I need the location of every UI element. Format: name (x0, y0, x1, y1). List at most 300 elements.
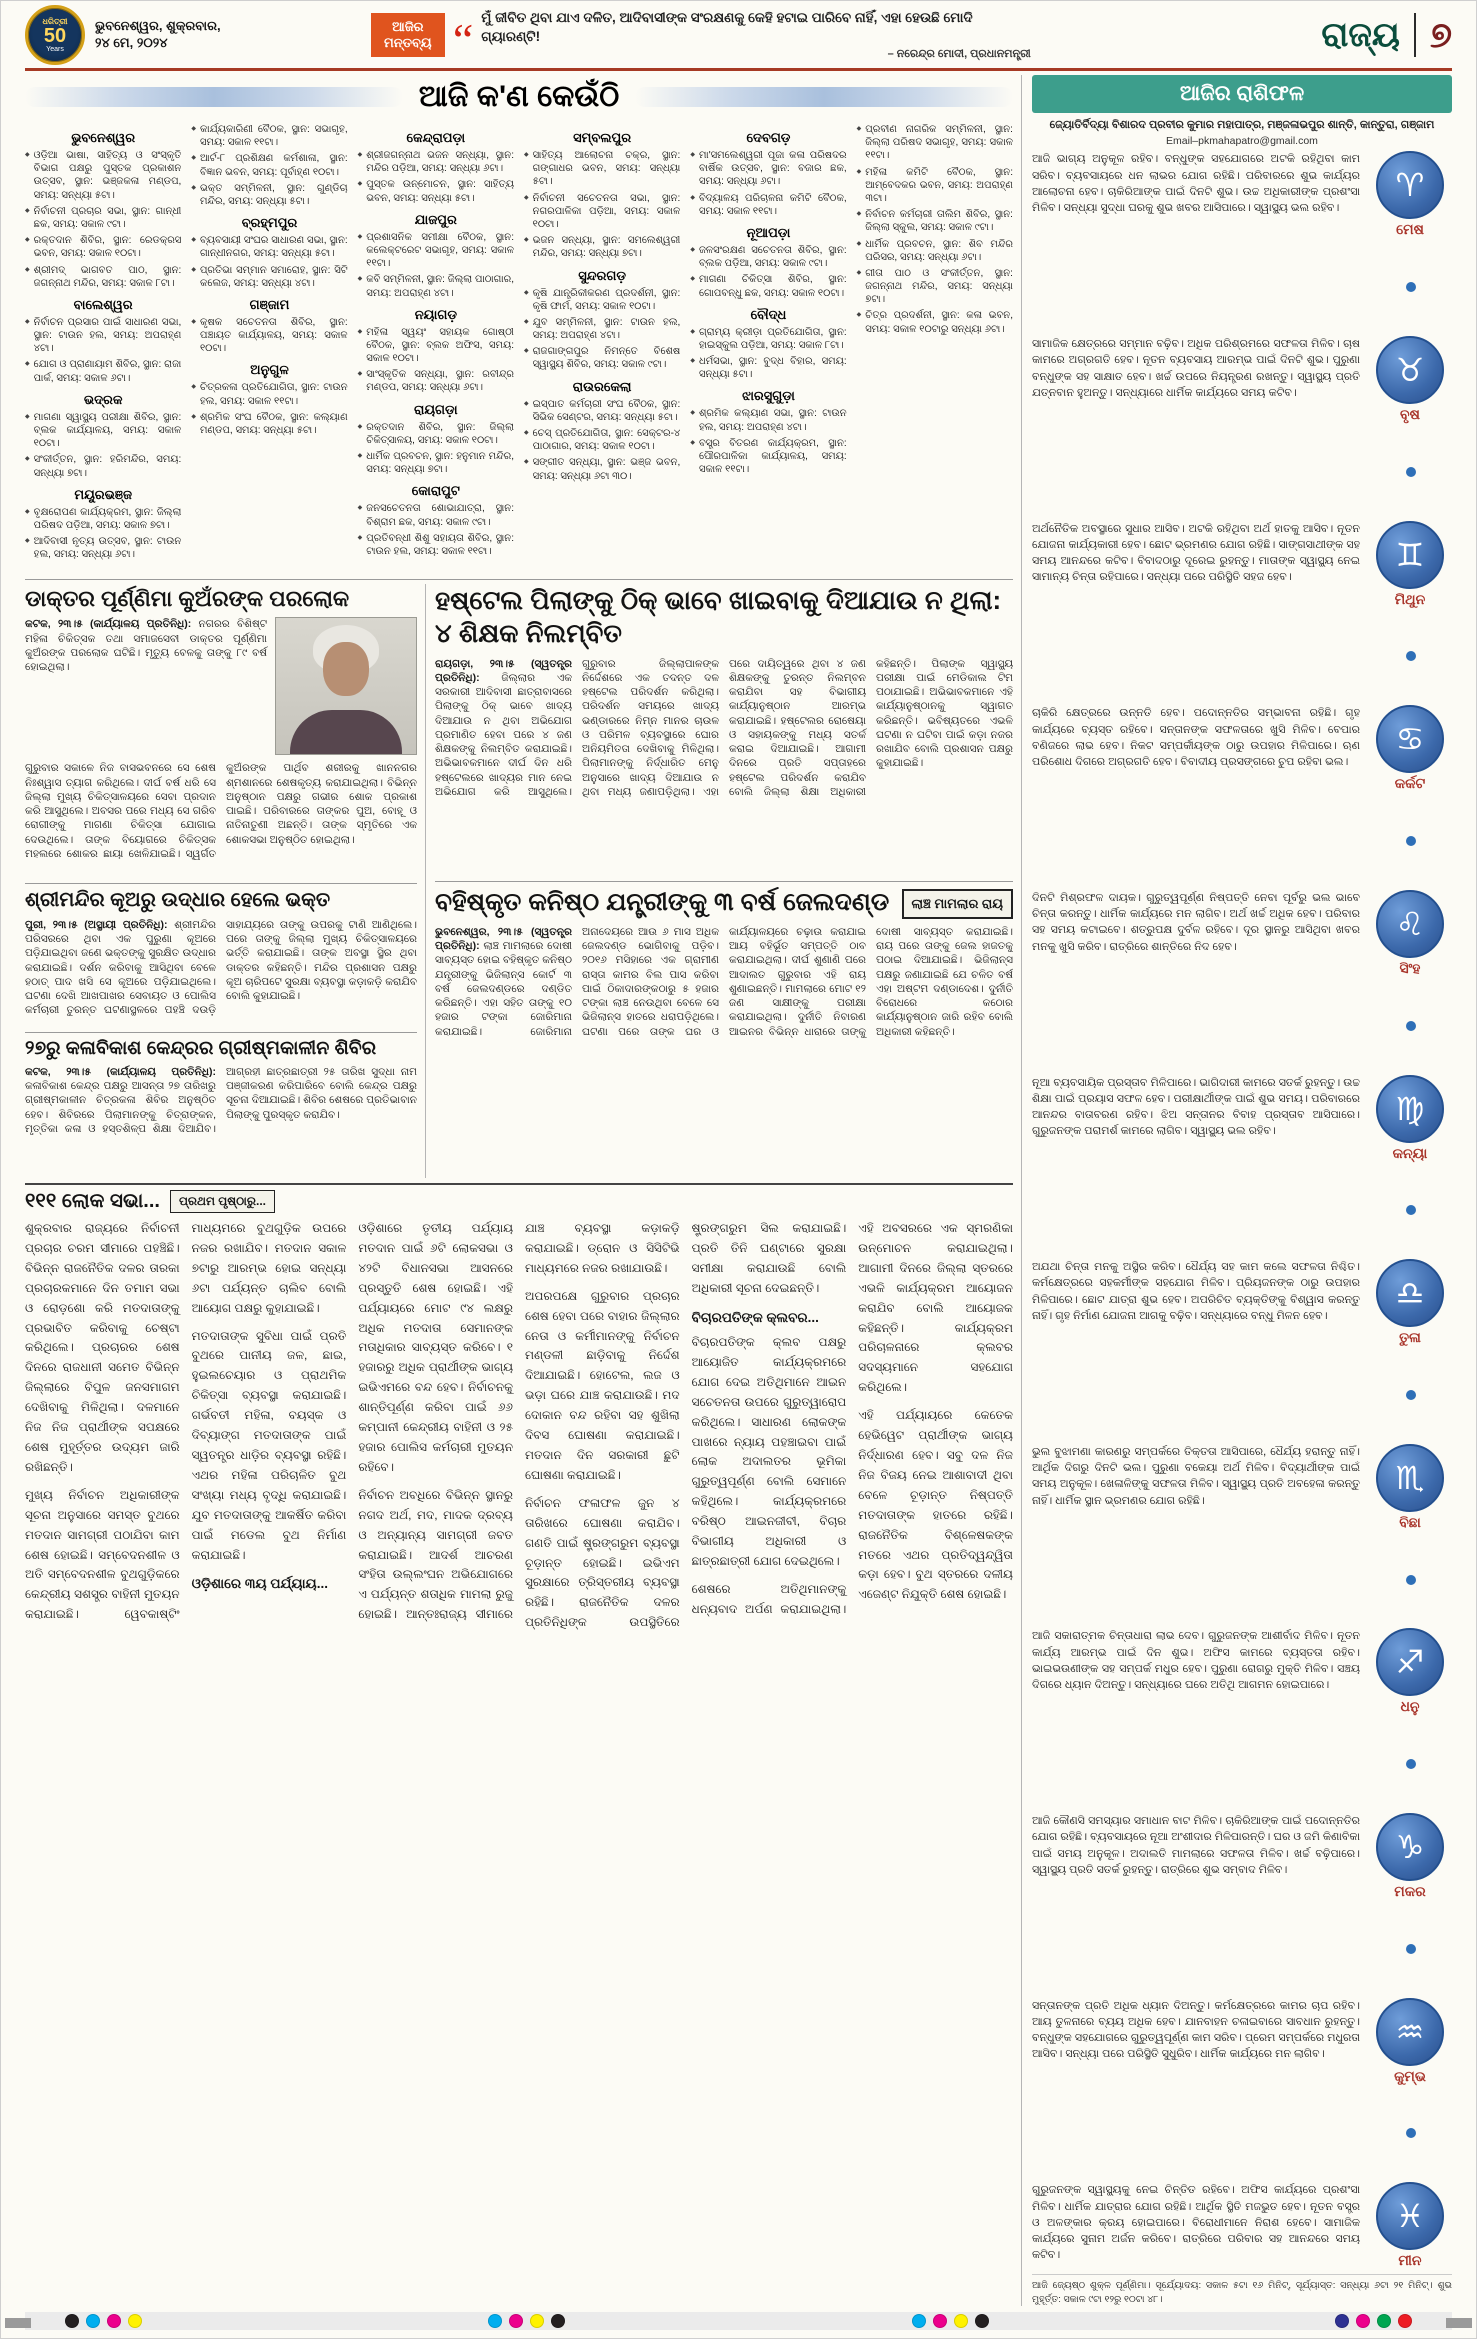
page-number: ୭ (1429, 13, 1452, 55)
listing-item (191, 381, 347, 407)
color-dot-icon (509, 2314, 523, 2328)
color-dot-icon (1398, 2314, 1412, 2328)
color-dot-icon (551, 2314, 565, 2328)
registration-mark-left (5, 2318, 31, 2328)
listing-item (690, 192, 846, 218)
bullet-icon: ◆ (856, 168, 862, 175)
temple-dateline: ପୁରୀ, ୨୩।୫ (ଅସ୍ଥାୟୀ ପ୍ରତିନିଧି): (25, 918, 168, 931)
listing-item-text: କବି ସମ୍ମିଳନୀ, ସ୍ଥାନ: ଜିଲ୍ଲା ପାଠାଗାର, ସମୟ: ଅପରାହ୍ଣ ୪ଟା। (366, 274, 514, 299)
header-rule (25, 68, 1452, 71)
edition-city-day: ଭୁବନେଶ୍ୱର, ଶୁକ୍ରବାର, (95, 18, 221, 34)
jump-section (25, 1183, 1013, 2306)
jail-body (435, 925, 1013, 1161)
quote-icon: “ (452, 14, 474, 66)
zodiac-symbol: ♍ (1395, 1089, 1425, 1128)
zodiac-name: ବିଛା (1399, 1513, 1421, 1530)
listing-item-text: ରକ୍ତଦାନ ଶିବିର, ସ୍ଥାନ: ଜିଲ୍ଲା ଚିକିତ୍ସାଳୟ, ସମୟ: ସକାଳ ୧୦ଟା। (366, 421, 514, 446)
listing-item (524, 316, 680, 342)
cancer-icon (1376, 705, 1444, 773)
horoscope-entry (1032, 2182, 1452, 2269)
obituary-body: ଗୁରୁବାର ସକାଳେ ନିଜ ବାସଭବନରେ ସେ ଶେଷ ନିଃଶ୍ୱାସ ତ୍ୟାଗ କରିଥିଲେ। ଦୀର୍ଘ ବର୍ଷ ଧରି ସେ ଜିଲ୍ଲା ମୁଖ୍ୟ ଚିକିତ୍ସାଳୟରେ ସେବା ପ୍ରଦାନ କରି ଆସୁଥିଲେ। ଅବସର ପରେ ମଧ୍ୟ ସେ ଗରିବ ରୋଗୀଙ୍କୁ ମାଗଣା ଚିକିତ୍ସା ଯୋଗାଇ ଦେଉଥିଲେ। ତାଙ୍କ ବିୟୋଗରେ ଚିକିତ୍ସକ ମହଲରେ ଶୋକର ଛାୟା ଖେଳିଯାଇଛି। ସ୍ୱର୍ଗତ କୁଅଁରଙ୍କ ପାର୍ଥିବ ଶରୀରକୁ ଖାନନଗର ଶ୍ମଶାନରେ ଶେଷକୃତ୍ୟ କରାଯାଇଥିଲା। ବିଭିନ୍ନ ଅନୁଷ୍ଠାନ ପକ୍ଷରୁ ଗଭୀର ଶୋକ ପ୍ରକାଶ ପାଇଛି। ପରିବାରରେ ତାଙ୍କର ପୁଅ, ବୋହୂ ଓ ନାତିନାତୁଣୀ ଅଛନ୍ତି। ତାଙ୍କ ସ୍ମୃତିରେ ଏକ ଶୋକସଭା ଅନୁଷ୍ଠିତ ହୋଇଥିଲା। (25, 762, 417, 860)
listings-town-heading: କେନ୍ଦ୍ରାପଡ଼ା (406, 130, 466, 145)
bullet-icon: ◆ (690, 246, 695, 253)
bullet-icon: ◆ (690, 410, 695, 417)
hostel-dateline: ରାୟଗଡ଼ା, ୨୩।୫ (ସ୍ୱତନ୍ତ୍ର ପ୍ରତିନିଧି): (435, 657, 572, 684)
horoscope-title: ଆଜିର ରାଶିଫଳ (1032, 75, 1452, 113)
listing-item (690, 244, 846, 270)
zodiac-name: ମୀନ (1398, 2252, 1422, 2269)
listing-item (358, 532, 514, 558)
listings-town-heading: ସୁନ୍ଦରଗଡ଼ (578, 267, 627, 283)
bullet-icon: ◆ (690, 152, 695, 158)
article-jail-sentence (435, 886, 1013, 1161)
listing-item (25, 506, 181, 532)
listing-item (358, 231, 514, 271)
entry-divider (1032, 282, 1452, 292)
zodiac-symbol: ♑ (1395, 1828, 1425, 1867)
jump-paragraph: ନିର୍ବାଚନ ଫଳାଫଳ ଜୁନ ୪ ତାରିଖରେ ଘୋଷଣା କରାଯିବ। ଗଣତି ପାଇଁ ଷ୍ଟ୍ରଙ୍ଗରୁମ ବ୍ୟବସ୍ଥା ଚୂଡ଼ାନ୍ତ ହୋଇଛି। ଇଭିଏମ ସୁରକ୍ଷାରେ ତ୍ରିସ୍ତରୀୟ ବ୍ୟବସ୍ଥା ରହିଛି। ରାଜନୈତିକ ଦଳର ପ୍ରତିନିଧିଙ୍କ ଉପସ୍ଥିତିରେ ଷ୍ଟ୍ରଙ୍ଗରୁମ ସିଲ କରାଯାଇଛି। ପ୍ରତି ତିନି ଘଣ୍ଟାରେ ସୁରକ୍ଷା ସମୀକ୍ଷା କରାଯାଉଛି ବୋଲି ଅଧିକାରୀ ସୂଚନା ଦେଇଛନ୍ତି। (524, 1221, 847, 1630)
bullet-icon: ◆ (856, 312, 862, 319)
listing-item-text: ପ୍ରତିଭା ସମ୍ମାନ ସମାରୋହ, ସ୍ଥାନ: ସିଟି କଲେଜ, ସମୟ: ସନ୍ଧ୍ୟା ୪ଟା। (199, 264, 348, 289)
color-dot-icon (86, 2314, 100, 2328)
hostel-body (435, 657, 1013, 877)
listing-item (191, 316, 347, 356)
listing-item-text: ଶ୍ରୀମଦ୍ ଭାଗବତ ପାଠ, ସ୍ଥାନ: ଜଗନ୍ନାଥ ମନ୍ଦିର, ସମୟ: ସକାଳ ୮ଟା। (33, 264, 182, 289)
listing-item (524, 149, 680, 189)
horoscope-entry (1032, 1259, 1452, 1346)
listing-item-text: ନିର୍ବାଚନୀ ସଚେତନତା ସଭା, ସ୍ଥାନ: ନଗରପାଳିକା ପଡ଼ିଆ, ସମୟ: ସକାଳ ୧୦ଟା। (532, 192, 681, 230)
article-temple-rescue (25, 888, 417, 1027)
zodiac-figure (1368, 1998, 1452, 2085)
listing-item-text: ନିର୍ବାଚନ ପ୍ରସାର ପାଇଁ ସାଧାରଣ ସଭା, ସ୍ଥାନ: ଟାଉନ ହଲ, ସମୟ: ଅପରାହ୍ଣ ୪ଟା। (33, 316, 182, 355)
zodiac-name: ମିଥୁନ (1394, 590, 1426, 607)
bullet-icon: ◆ (191, 237, 196, 244)
jump-paragraph: ଓଡ଼ିଶାରେ ତୃତୀୟ ପର୍ଯ୍ୟାୟ ମତଦାନ ପାଇଁ ୬ଟି ଲୋକସଭା ଓ ୪୨ଟି ବିଧାନସଭା ଆସନରେ ପ୍ରସ୍ତୁତି ଶେଷ ହୋଇଛି। ଏହି ପର୍ଯ୍ୟାୟରେ ମୋଟ ୯୪ ଲକ୍ଷରୁ ଅଧିକ ମତଦାତା ସେମାନଙ୍କ ମତାଧିକାର ସାବ୍ୟସ୍ତ କରିବେ। ୧ ହଜାରରୁ ଅଧିକ ପ୍ରାର୍ଥୀଙ୍କ ଭାଗ୍ୟ ଇଭିଏମରେ ବନ୍ଦ ହେବ। ନିର୍ବାଚନକୁ ଶାନ୍ତିପୂର୍ଣ୍ଣ କରିବା ପାଇଁ ୬୬ କମ୍ପାନୀ କେନ୍ଦ୍ରୀୟ ବାହିନୀ ଓ ୨୫ ହଜାର ପୋଲିସ କର୍ମଚାରୀ ମୁତୟନ ରହିବେ। (358, 1221, 513, 1474)
listings-town-heading: ମୟୂରଭଞ୍ଜ (74, 486, 132, 502)
horoscope-entry (1032, 705, 1452, 792)
listing-item (25, 234, 181, 260)
entry-divider (1032, 1944, 1452, 1954)
horoscope-text: ଦିନଟି ମିଶ୍ରଫଳ ଦାୟକ। ଗୁରୁତ୍ୱପୂର୍ଣ୍ଣ ନିଷ୍ପତ୍ତି ନେବା ପୂର୍ବରୁ ଭଲ ଭାବେ ଚିନ୍ତା କରନ୍ତୁ। ଧାର୍ମିକ କାର୍ଯ୍ୟରେ ମନ ଲାଗିବ। ଅର୍ଥ ଖର୍ଚ୍ଚ ଅଧିକ ହେବ। ପରିବାର ସହ ସମୟ କଟାଇବେ। ଶତ୍ରୁପକ୍ଷ ଦୁର୍ବଳ ରହିବେ। ଦୂର ସ୍ଥାନରୁ ଆସିଥିବା ଖବର ମନକୁ ଖୁସି କରିବ। ରାତ୍ରିରେ ଶାନ୍ତିରେ ନିଦ ହେବ। (1032, 891, 1360, 953)
divider-dot-icon (1406, 467, 1416, 477)
divider-dot-icon (1406, 2128, 1416, 2138)
print-registration-strip (25, 2312, 1452, 2330)
decorative-flourish-right (635, 87, 1013, 107)
listing-item-text: ବିଦ୍ୟାଳୟ ପରିଚାଳନା କମିଟି ବୈଠକ, ସମୟ: ସକାଳ ୧୧ଟା। (698, 192, 847, 217)
divider-dot-icon (1406, 1390, 1416, 1400)
divider-dot-icon (1406, 836, 1416, 846)
listing-item (25, 358, 181, 384)
entry-divider (1032, 1390, 1452, 1400)
horoscope-text: ଆଜି ଭାଗ୍ୟ ଅନୁକୂଳ ରହିବ। ବନ୍ଧୁଙ୍କ ସହଯୋଗରେ ଅଟକି ରହିଥିବା କାମ ସରିବ। ବ୍ୟବସାୟରେ ଧନ ଲାଭର ଯୋଗ ରହିଛି। ପରିବାରରେ ଶୁଭ କାର୍ଯ୍ୟର ଆଲୋଚନା ହେବ। ଚାକିରିଆଙ୍କ ପାଇଁ ଦିନଟି ଶୁଭ। ଉଚ୍ଚ ଅଧିକାରୀଙ୍କ ପ୍ରଶଂସା ମିଳିବ। ସନ୍ଧ୍ୟା ସୁଦ୍ଧା ଘରକୁ ଶୁଭ ଖବର ଆସିପାରେ। ସ୍ୱାସ୍ଥ୍ୟ ଭଲ ରହିବ। (1032, 153, 1360, 215)
listing-item (690, 407, 846, 433)
listings-grid (25, 123, 1013, 575)
jail-kicker-box: ଲାଞ୍ଚ ମାମଲାର ରାୟ (902, 889, 1013, 919)
listing-item-text: ଶ୍ରୀଜଗନ୍ନାଥ ଭଜନ ସନ୍ଧ୍ୟା, ସ୍ଥାନ: ମନ୍ଦିର ପଡ଼ିଆ, ସମୟ: ସନ୍ଧ୍ୟା ୬ଟା। (366, 150, 514, 175)
quote-body (481, 9, 1031, 60)
listing-item-text: ଜନସଚେତନତା ଶୋଭାଯାତ୍ରା, ସ୍ଥାନ: ବିଶ୍ରାମ ଛକ, ସମୟ: ସକାଳ ୯ଟା। (366, 503, 514, 528)
jump-paragraph: ମୁଖ୍ୟ ନିର୍ବାଚନ ଅଧିକାରୀଙ୍କ ସୂଚନା ଅନୁସାରେ ସମସ୍ତ ବୁଥରେ ମତଦାନ ସାମଗ୍ରୀ ପଠାଯିବା କାମ ଶେଷ ହୋଇଛି। ସମ୍ବେଦନଶୀଳ ଓ ଅତି ସମ୍ବେଦନଶୀଳ ବୁଥଗୁଡ଼ିକରେ କେନ୍ଦ୍ରୀୟ ସଶସ୍ତ୍ର ବାହିନୀ ମୁତୟନ କରାଯାଇଛି। ୱେବକାଷ୍ଟିଂ ମାଧ୍ୟମରେ ବୁଥଗୁଡ଼ିକ ଉପରେ ନଜର ରଖାଯିବ। ମତଦାନ ସକାଳ ୭ଟାରୁ ଆରମ୍ଭ ହୋଇ ସନ୍ଧ୍ୟା ୬ଟା ପର୍ଯ୍ୟନ୍ତ ଚାଲିବ ବୋଲି ଆୟୋଗ ପକ୍ଷରୁ କୁହାଯାଇଛି। (25, 1221, 347, 1622)
listings-town-heading: ବାଲେଶ୍ୱର (73, 296, 133, 312)
horoscope-entries (1032, 151, 1452, 2269)
listings-column (191, 123, 347, 575)
listing-item-text: ନିର୍ବାଚନୀ ପ୍ରଚାର ସଭା, ସ୍ଥାନ: ଗାନ୍ଧୀ ଛକ, ସମୟ: ସକାଳ ୯ଟା। (33, 205, 182, 230)
listings-banner (25, 75, 1013, 119)
color-dot-icon (954, 2314, 968, 2328)
listing-item-text: ମାଗଣା ସ୍ୱାସ୍ଥ୍ୟ ପରୀକ୍ଷା ଶିବିର, ସ୍ଥାନ: ବ୍ଲକ କାର୍ଯ୍ୟାଳୟ, ସମୟ: ସକାଳ ୧୦ଟା। (33, 411, 182, 450)
divider-dot-icon (1406, 282, 1416, 292)
registration-dots (912, 2314, 989, 2328)
color-dot-icon (107, 2314, 121, 2328)
listing-item-text: ସଂକୀର୍ତ୍ତନ, ସ୍ଥାନ: ହରିମନ୍ଦିର, ସମୟ: ସନ୍ଧ୍ୟା ୭ଟା। (33, 454, 182, 479)
listings-town-heading: ରାୟଗଡ଼ା (413, 401, 458, 417)
bullet-icon: ◆ (25, 237, 30, 244)
zodiac-figure (1368, 1075, 1452, 1162)
zodiac-name: କର୍କଟ (1394, 775, 1426, 792)
color-dot-icon (975, 2314, 989, 2328)
color-dot-icon (933, 2314, 947, 2328)
bullet-icon: ◆ (357, 505, 363, 512)
listing-item (358, 502, 514, 528)
bullet-icon: ◆ (856, 269, 862, 276)
horoscope-entry (1032, 1998, 1452, 2085)
bullet-icon: ◆ (25, 508, 30, 515)
listing-item (25, 264, 181, 290)
zodiac-symbol: ♌ (1395, 904, 1425, 943)
registration-dots (1335, 2314, 1412, 2328)
color-dot-icon (488, 2314, 502, 2328)
bullet-icon: ◆ (523, 237, 529, 244)
portrait-shoulders (290, 710, 402, 754)
listing-item (25, 316, 181, 356)
horoscope-text: ସାମାଜିକ କ୍ଷେତ୍ରରେ ସମ୍ମାନ ବଢ଼ିବ। ଅଧିକ ପରିଶ୍ରମରେ ସଫଳତା ମିଳିବ। ଚାଷ କାମରେ ଅଗ୍ରଗତି ହେବ। ନୂତନ ବ୍ୟବସାୟ ଆରମ୍ଭ ପାଇଁ ଦିନଟି ଶୁଭ। ପୁରୁଣା ବନ୍ଧୁଙ୍କ ସହ ସାକ୍ଷାତ ହେବ। ଖର୍ଚ୍ଚ ଉପରେ ନିୟନ୍ତ୍ରଣ ରଖନ୍ତୁ। ସ୍ୱାସ୍ଥ୍ୟ ପ୍ରତି ଯତ୍ନବାନ ହୁଅନ୍ତୁ। ସନ୍ଧ୍ୟାରେ ଧାର୍ମିକ କାର୍ଯ୍ୟରେ ସମୟ କଟିବ। (1032, 338, 1360, 399)
listing-item (191, 411, 347, 437)
entry-divider (1032, 2128, 1452, 2138)
jail-headline-row (435, 886, 1013, 919)
listing-item-text: ପ୍ରଶାସନିକ ସମୀକ୍ଷା ବୈଠକ, ସ୍ଥାନ: କଲେକ୍ଟରେଟ ସଭାଗୃହ, ସମୟ: ସକାଳ ୧୧ଟା। (366, 231, 514, 270)
listing-item-text: ମହିଳା କମିଟି ବୈଠକ, ସ୍ଥାନ: ଆମ୍ବେଦକର ଭବନ, ସମୟ: ଅପରାହ୍ଣ ୩ଟା। (865, 166, 1013, 204)
bullet-icon: ◆ (191, 413, 196, 420)
zodiac-name: ତୁଳା (1399, 1329, 1421, 1346)
quote-attribution: – ନରେନ୍ଦ୍ର ମୋଦୀ, ପ୍ରଧାନମନ୍ତ୍ରୀ (887, 47, 1031, 60)
listings-town-heading: ଅନୁଗୁଳ (250, 362, 289, 378)
listing-item-text: ଓଡ଼ିଆ ଭାଷା, ସାହିତ୍ୟ ଓ ସଂସ୍କୃତି ବିଭାଗ ପକ୍ଷରୁ ପୁସ୍ତକ ପ୍ରକାଶନ ଉତ୍ସବ, ସ୍ଥାନ: ଭଞ୍ଜକଳା ମଣ୍ଡପ, ସମୟ: ସନ୍ଧ୍ୟା ୫ଟା। (33, 150, 182, 201)
listings-town-heading: ବ୍ରହ୍ମପୁର (241, 215, 298, 231)
bullet-icon: ◆ (856, 240, 862, 247)
listing-item (857, 267, 1013, 307)
zodiac-name: ଧନୁ (1400, 1698, 1420, 1715)
listing-item-text: ରାଜଗାଙ୍ଗପୁର ନିମନ୍ତେ ବିଶେଷ ସ୍ୱାସ୍ଥ୍ୟ ଶିବିର, ସମୟ: ସକାଳ ୯ଟା। (532, 346, 681, 371)
section-and-page (1321, 13, 1452, 57)
listing-item-text: ଶ୍ରମିକ ସଂଘ ବୈଠକ, ସ୍ଥାନ: କଲ୍ୟାଣ ମଣ୍ଡପ, ସମୟ: ସନ୍ଧ୍ୟା ୫ଟା। (199, 411, 348, 436)
listings-town-heading: ସମ୍ବଲପୁର (573, 130, 632, 145)
registration-mark-right (1446, 2318, 1472, 2328)
listing-item (857, 123, 1013, 163)
hostel-headline: ହଷ୍ଟେଲ ପିଲାଙ୍କୁ ଠିକ୍ ଭାବେ ଖାଇବାକୁ ଦିଆଯାଉ ନ ଥିଲା: ୪ ଶିକ୍ଷକ ନିଲମ୍ବିତ (435, 585, 1002, 649)
taurus-icon (1376, 336, 1444, 404)
listing-item (25, 205, 181, 231)
bullet-icon: ◆ (357, 152, 363, 158)
zodiac-symbol: ♒ (1395, 2012, 1425, 2051)
portrait-face (323, 642, 369, 696)
camp-dateline: କଟକ, ୨୩।୫ (କାର୍ଯ୍ୟାଳୟ ପ୍ରତିନିଧି): (25, 1065, 216, 1078)
listing-item-text: ବସ୍ତ୍ର ବିତରଣ କାର୍ଯ୍ୟକ୍ରମ, ସ୍ଥାନ: ପୌରପାଳିକା କାର୍ଯ୍ୟାଳୟ, ସମୟ: ସକାଳ ୧୧ଟା। (698, 437, 847, 476)
listing-item-text: ମାଗଣା ଚିକିତ୍ସା ଶିବିର, ସ୍ଥାନ: ଗୋପବନ୍ଧୁ ଛକ, ସମୟ: ସକାଳ ୧୦ଟା। (698, 274, 847, 299)
zodiac-name: ମକର (1394, 1883, 1426, 1900)
listing-item-text: ସାହିତ୍ୟ ଆଲୋଚନା ଚକ୍ର, ସ୍ଥାନ: ଗଙ୍ଗାଧର ଭବନ, ସମୟ: ସନ୍ଧ୍ୟା ୫ଟା। (532, 150, 681, 188)
divider-dot-icon (1406, 1021, 1416, 1031)
bullet-icon: ◆ (191, 318, 196, 325)
obituary-photo (275, 617, 417, 755)
bullet-icon: ◆ (25, 266, 30, 273)
jump-subhead: ବିଚାରପତିଙ୍କ କ୍ଲବର... (691, 1309, 819, 1325)
color-dot-icon (65, 2314, 79, 2328)
jump-paragraph: ବିଚାରପତିଙ୍କ କ୍ଲବ ପକ୍ଷରୁ ଆୟୋଜିତ କାର୍ଯ୍ୟକ୍ରମରେ ଯୋଗ ଦେଇ ଅତିଥିମାନେ ଆଇନ ସଚେତନତା ଉପରେ ଗୁରୁତ୍ୱାରୋପ କରିଥିଲେ। ସାଧାରଣ ଲୋକଙ୍କ ପାଖରେ ନ୍ୟାୟ ପହଞ୍ଚାଇବା ପାଇଁ ଲୋକ ଅଦାଲତର ଭୂମିକା ଗୁରୁତ୍ୱପୂର୍ଣ୍ଣ ବୋଲି ସେମାନେ କହିଥିଲେ। କାର୍ଯ୍ୟକ୍ରମରେ ବରିଷ୍ଠ ଆଇନଜୀବୀ, ବିଚାର ବିଭାଗୀୟ ଅଧିକାରୀ ଓ ଛାତ୍ରଛାତ୍ରୀ ଯୋଗ ଦେଇଥିଲେ। (691, 1335, 847, 1568)
article-divider (25, 1032, 417, 1033)
jail-text: ଲାଞ୍ଚ ମାମଲାରେ ଦୋଷୀ ସାବ୍ୟସ୍ତ ହୋଇ ବହିଷ୍କୃତ କନିଷ୍ଠ ଯନ୍ତ୍ରୀଙ୍କୁ ଭିଜିଲାନ୍ସ କୋର୍ଟ ୩ ବର୍ଷ ଜେଲଦଣ୍ଡରେ ଦଣ୍ଡିତ କରିଛନ୍ତି। ଏହା ସହିତ ତାଙ୍କୁ ୧୦ ହଜାର ଟଙ୍କା ଜୋରିମାନା କରାଯାଇଛି। ଜୋରିମାନା ଅନାଦେୟରେ ଆଉ ୬ ମାସ ଅଧିକ ଜେଲଦଣ୍ଡ ଭୋଗିବାକୁ ପଡ଼ିବ। ୨୦୧୬ ମସିହାରେ ଏକ ଗ୍ରାମୀଣ ରାସ୍ତା କାମର ବିଲ ପାସ କରିବା ପାଇଁ ଠିକାଦାରଙ୍କଠାରୁ ୫ ହଜାର ଟଙ୍କା ଲାଞ୍ଚ ନେଉଥିବା ବେଳେ ସେ ଭିଜିଲାନ୍ସ ହାତରେ ଧରାପଡ଼ିଥିଲେ। ଘଟଣା ପରେ ତାଙ୍କ ଘର ଓ କାର୍ଯ୍ୟାଳୟରେ ଚଢ଼ାଉ କରାଯାଇ ଆୟ ବହିର୍ଭୂତ ସମ୍ପତ୍ତି ଠାବ କରାଯାଇଥିଲା। ଦୀର୍ଘ ଶୁଣାଣି ପରେ ଆଦାଲତ ଗୁରୁବାର ଏହି ରାୟ ଶୁଣାଇଛନ୍ତି। ମାମଲାରେ ମୋଟ ୧୨ ଜଣ ସାକ୍ଷୀଙ୍କୁ ପରୀକ୍ଷା କରାଯାଇଥିଲା। ଦୁର୍ନୀତି ନିବାରଣ ଆଇନର ବିଭିନ୍ନ ଧାରାରେ ତାଙ୍କୁ ଦୋଷୀ ସାବ୍ୟସ୍ତ କରାଯାଇଛି। ରାୟ ପରେ ତାଙ୍କୁ ଜେଲ ହାଜତକୁ ପଠାଇ ଦିଆଯାଇଛି। ଭିଜିଲାନ୍ସ ପକ୍ଷରୁ ଜଣାଯାଇଛି ଯେ ଚଳିତ ବର୍ଷ ଏହା ଅଷ୍ଟମ ଦଣ୍ଡାଦେଶ। ଦୁର୍ନୀତି ବିରୋଧରେ କଠୋର କାର୍ଯ୍ୟାନୁଷ୍ଠାନ ଜାରି ରହିବ ବୋଲି ଅଧିକାରୀ କହିଛନ୍ତି। (435, 925, 1013, 1038)
bullet-icon: ◆ (523, 348, 529, 355)
listing-item-text: କୃଷି ଯାନ୍ତ୍ରିକୀକରଣ ପ୍ରଦର୍ଶନୀ, ସ୍ଥାନ: କୃଷି ଫାର୍ମ, ସମୟ: ସକାଳ ୧୦ଟା। (532, 287, 681, 312)
astrologer-credit: ଜ୍ୟୋତିର୍ବିଦ୍ୟା ବିଶାରଦ ପ୍ରବୀର କୁମାର ମହାପାତ୍ର, ମଞ୍ଜଳାଭପୁର ଶାନ୍ତି, କାନ୍ତୁରା, ଗଞ୍ଜାମ (1049, 119, 1435, 131)
listings-column (358, 123, 514, 575)
temple-text: ଶ୍ରୀମନ୍ଦିର ପରିସରରେ ଥିବା ଏକ ପୁରୁଣା କୂଅରେ ପଡ଼ିଯାଇଥିବା ଜଣେ ଭକ୍ତଙ୍କୁ ସୁରକ୍ଷିତ ଉଦ୍ଧାର କରାଯାଇଛି। ଦର୍ଶନ କରିବାକୁ ଆସିଥିବା ବେଳେ ହଠାତ୍ ପାଦ ଖସି ସେ କୂଅରେ ପଡ଼ିଯାଇଥିଲେ। ଘଟଣା ଦେଖି ଆଖପାଖର ସେବାୟତ ଓ ପୋଲିସ କର୍ମଚାରୀ ତୁରନ୍ତ ଘଟଣାସ୍ଥଳରେ ପହଞ୍ଚି ଦଉଡ଼ି ସାହାଯ୍ୟରେ ତାଙ୍କୁ ଉପରକୁ ଟାଣି ଆଣିଥିଲେ। ପରେ ତାଙ୍କୁ ଜିଲ୍ଲା ମୁଖ୍ୟ ଚିକିତ୍ସାଳୟରେ ଭର୍ତ୍ତି କରାଯାଇଛି। ତାଙ୍କ ଅବସ୍ଥା ସ୍ଥିର ଥିବା ଡାକ୍ତର କହିଛନ୍ତି। ମନ୍ଦିର ପ୍ରଶାସନ ପକ୍ଷରୁ କୂଅ ଚାରିପଟେ ସୁରକ୍ଷା ବ୍ୟବସ୍ଥା କଡ଼ାକଡ଼ି କରାଯିବ ବୋଲି କୁହାଯାଇଛି। (25, 918, 417, 1017)
listing-item-text: ମା'ସମଲେଶ୍ୱରୀ ପୂଜା କଳା ପରିଷଦର ବାର୍ଷିକ ଉତ୍ସବ, ସ୍ଥାନ: ବଜାର ଛକ, ସମୟ: ସନ୍ଧ୍ୟା ୬ଟା। (698, 150, 847, 188)
hostel-text: ଜିଲ୍ଲାର ଏକ ସରକାରୀ ଆଦିବାସୀ ଛାତ୍ରାବାସରେ ପିଲାଙ୍କୁ ଠିକ୍ ଭାବେ ଖାଦ୍ୟ ଦିଆଯାଉ ନ ଥିବା ଅଭିଯୋଗ ପ୍ରମାଣିତ ହେବା ପରେ ୪ ଜଣ ଶିକ୍ଷକଙ୍କୁ ନିଲମ୍ବିତ କରାଯାଇଛି। ଅଭିଭାବକମାନେ ଦୀର୍ଘ ଦିନ ଧରି ହଷ୍ଟେଲରେ ଖାଦ୍ୟର ମାନ ନେଇ ଅଭିଯୋଗ କରି ଆସୁଥିଲେ। ଗୁରୁବାର ଜିଲ୍ଲାପାଳଙ୍କ ନିର୍ଦ୍ଦେଶରେ ଏକ ତଦନ୍ତ ଦଳ ହଷ୍ଟେଲ ପରିଦର୍ଶନ କରିଥିଲା। ପରିଦର୍ଶନ ସମୟରେ ଖାଦ୍ୟ ଭଣ୍ଡାରରେ ନିମ୍ନ ମାନର ଚାଉଳ ଓ ପରିମଳ ବ୍ୟବସ୍ଥାରେ ଘୋର ଅନିୟମିତତା ଦେଖିବାକୁ ମିଳିଥିଲା। ପିଲାମାନଙ୍କୁ ନିର୍ଦ୍ଧାରିତ ମେନୁ ଅନୁସାରେ ଖାଦ୍ୟ ଦିଆଯାଉ ନ ଥିବା ମଧ୍ୟ ଜଣାପଡ଼ିଥିଲା। ଏହା ପରେ ଦାୟିତ୍ୱରେ ଥିବା ୪ ଜଣ ଶିକ୍ଷକଙ୍କୁ ତୁରନ୍ତ ନିଲମ୍ବନ କରାଯିବା ସହ ବିଭାଗୀୟ କାର୍ଯ୍ୟାନୁଷ୍ଠାନ ଆରମ୍ଭ କରାଯାଇଛି। ହଷ୍ଟେଲର ରୋଷେୟା ଓ ସହାୟକଙ୍କୁ ମଧ୍ୟ ସତର୍କ କରାଇ ଦିଆଯାଇଛି। ଆଗାମୀ ଦିନରେ ପ୍ରତି ସପ୍ତାହରେ ହଷ୍ଟେଲ ପରିଦର୍ଶନ କରାଯିବ ବୋଲି ଜିଲ୍ଲା ଶିକ୍ଷା ଅଧିକାରୀ କହିଛନ୍ତି। ପିଲାଙ୍କ ସ୍ୱାସ୍ଥ୍ୟ ପରୀକ୍ଷା ପାଇଁ ମେଡିକାଲ ଟିମ ପଠାଯାଇଛି। ଅଭିଭାବକମାନେ ଏହି କାର୍ଯ୍ୟାନୁଷ୍ଠାନକୁ ସ୍ୱାଗତ କରିଛନ୍ତି। ଭବିଷ୍ୟତରେ ଏଭଳି ଘଟଣା ନ ଘଟିବା ପାଇଁ କଡ଼ା ନଜର ରଖାଯିବ ବୋଲି ପ୍ରଶାସନ ପକ୍ଷରୁ କୁହାଯାଇଛି। (435, 657, 1013, 798)
bullet-icon: ◆ (25, 318, 30, 325)
registration-dots (65, 2314, 142, 2328)
listing-item (857, 208, 1013, 234)
zodiac-figure (1368, 1444, 1452, 1531)
bullet-icon: ◆ (856, 126, 862, 132)
temple-body (25, 918, 417, 1028)
bullet-icon: ◆ (357, 328, 363, 335)
listing-item (25, 149, 181, 202)
listing-item (524, 398, 680, 424)
capricorn-icon (1376, 1813, 1444, 1881)
quote-of-the-day (371, 9, 1031, 66)
horoscope-text: ସନ୍ତାନଙ୍କ ପ୍ରତି ଅଧିକ ଧ୍ୟାନ ଦିଅନ୍ତୁ। କର୍ମକ୍ଷେତ୍ରରେ କାମର ଚାପ ରହିବ। ଆୟ ତୁଳନାରେ ବ୍ୟୟ ଅଧିକ ହେବ। ଯାନବାହନ ଚଳାଇବାରେ ସାବଧାନ ରୁହନ୍ତୁ। ବନ୍ଧୁଙ୍କ ସହଯୋଗରେ ଗୁରୁତ୍ୱପୂର୍ଣ୍ଣ କାମ ସରିବ। ପ୍ରେମ ସମ୍ପର୍କରେ ମଧୁରତା ଆସିବ। ସନ୍ଧ୍ୟା ପରେ ପରିସ୍ଥିତି ସୁଧୁରିବ। ଧାର୍ମିକ କାର୍ଯ୍ୟରେ ମନ ଲାଗିବ। (1032, 1999, 1360, 2061)
logo-years-number: 50 (43, 24, 67, 47)
bullet-icon: ◆ (523, 194, 529, 201)
virgo-icon (1376, 1075, 1444, 1143)
jail-headline: ବହିଷ୍କୃତ କନିଷ୍ଠ ଯନ୍ତ୍ରୀଙ୍କୁ ୩ ବର୍ଷ ଜେଲଦଣ୍ଡ (435, 887, 890, 916)
listing-item (524, 456, 680, 482)
zodiac-symbol: ♈ (1395, 166, 1425, 205)
bullet-icon: ◆ (523, 289, 529, 296)
listing-item (358, 273, 514, 299)
jump-title-row (25, 1190, 1013, 1213)
bullet-icon: ◆ (25, 413, 30, 420)
listing-item-text: ମହିଳା ସ୍ୱୟଂ ସହାୟକ ଗୋଷ୍ଠୀ ବୈଠକ, ସ୍ଥାନ: ବ୍ଲକ ଅଫିସ, ସମୟ: ସକାଳ ୧୦ଟା। (366, 326, 514, 365)
quote-text: ମୁଁ ଜୀବିତ ଥିବା ଯାଏ ଦଳିତ, ଆଦିବାସୀଙ୍କ ସଂରକ୍ଷଣକୁ କେହି ହଟାଇ ପାରିବେ ନାହିଁ, ଏହା ହେଉଛି ମୋଦି ଗ୍ୟାରଣ୍ଟି! (481, 10, 973, 44)
zodiac-name: କନ୍ୟା (1392, 1144, 1428, 1161)
listing-item-text: ଧାର୍ମିକ ପ୍ରବଚନ, ସ୍ଥାନ: ଶିବ ମନ୍ଦିର ପରିସର, ସମୟ: ସନ୍ଧ୍ୟା ୬ଟା। (865, 238, 1013, 263)
listing-item (690, 149, 846, 189)
listing-item-text: ଚିତ୍ର ପ୍ରଦର୍ଶନୀ, ସ୍ଥାନ: କଳା ଭବନ, ସମୟ: ସକାଳ ୧୦ଟାରୁ ସନ୍ଧ୍ୟା ୬ଟା। (865, 310, 1013, 335)
listing-item-text: ଭକ୍ତ ସମ୍ମିଳନୀ, ସ୍ଥାନ: ଗୁଣ୍ଡିଚା ମନ୍ଦିର, ସମୟ: ସନ୍ଧ୍ୟା ୫ଟା। (199, 182, 348, 207)
listing-item (690, 437, 846, 477)
listing-item (191, 234, 347, 260)
bullet-icon: ◆ (25, 207, 30, 214)
listing-item (524, 192, 680, 232)
listing-item-text: ଜଳସଂରକ୍ଷଣ ସଚେତନତା ଶିବିର, ସ୍ଥାନ: ବ୍ଲକ ପଡ଼ିଆ, ସମୟ: ସକାଳ ୯ଟା। (698, 244, 847, 270)
bullet-icon: ◆ (357, 181, 363, 188)
bullet-icon: ◆ (357, 276, 363, 283)
horoscope-text: ଗୁରୁଜନଙ୍କ ସ୍ୱାସ୍ଥ୍ୟକୁ ନେଇ ଚିନ୍ତିତ ରହିବେ। ଅଫିସ କାର୍ଯ୍ୟରେ ପ୍ରଶଂସା ମିଳିବ। ଧାର୍ମିକ ଯାତ୍ରାର ଯୋଗ ରହିଛି। ଆର୍ଥିକ ସ୍ଥିତି ମଜଭୁତ ହେବ। ନୂତନ ବସ୍ତ୍ର ଓ ଅଳଙ୍କାର କ୍ରୟ ହୋଇପାରେ। ବିରୋଧୀମାନେ ନିରାଶ ହେବେ। ସାମାଜିକ କାର୍ଯ୍ୟରେ ସୁନାମ ଅର୍ଜନ କରିବେ। ରାତ୍ରିରେ ପରିବାର ସହ ଆନନ୍ଦରେ ସମୟ କଟିବ। (1032, 2184, 1360, 2262)
obituary-lead-text: ନଗରର ବିଶିଷ୍ଟ ମହିଳା ଚିକିତ୍ସକ ତଥା ସମାଜସେବୀ ଡାକ୍ତର ପୂର୍ଣ୍ଣିମା କୁଅଁରଙ୍କ ପରଲୋକ ଘଟିଛି। ମୃତ୍ୟୁ ବେଳକୁ ତାଙ୍କୁ ୮୯ ବର୍ଷ ହୋଇଥିଲା। (25, 618, 267, 674)
listing-item (358, 421, 514, 447)
zodiac-name: ମେଷ (1396, 221, 1424, 238)
listings-column (25, 123, 181, 575)
listing-item-text: ଯୋଗ ଓ ପ୍ରାଣାୟାମ ଶିବିର, ସ୍ଥାନ: ରାଜା ପାର୍କ, ସମୟ: ସକାଳ ୬ଟା। (33, 359, 182, 384)
astrologer-email: Email–pkmahapatro@gmail.com (1166, 135, 1318, 148)
color-dot-icon (1356, 2314, 1370, 2328)
jump-paragraph: ନିର୍ବାଚନ ଅବଧିରେ ବିଭିନ୍ନ ସ୍ଥାନରୁ ନଗଦ ଅର୍ଥ, ମଦ, ମାଦକ ଦ୍ରବ୍ୟ ଓ ଅନ୍ୟାନ୍ୟ ସାମଗ୍ରୀ ଜବତ କରାଯାଇଛି। ଆଦର୍ଶ ଆଚରଣ ସଂହିତା ଉଲ୍ଲଂଘନ ଅଭିଯୋଗରେ ଏ ପର୍ଯ୍ୟନ୍ତ ଶତାଧିକ ମାମଲା ରୁଜୁ ହୋଇଛି। ଆନ୍ତଃରାଜ୍ୟ ସୀମାରେ ଯାଞ୍ଚ ବ୍ୟବସ୍ଥା କଡ଼ାକଡ଼ି କରାଯାଇଛି। ଡ୍ରୋନ ଓ ସିସିଟିଭି ମାଧ୍ୟମରେ ନଜର ରଖାଯାଉଛି। (358, 1221, 680, 1622)
zodiac-symbol: ♐ (1395, 1643, 1425, 1682)
bullet-icon: ◆ (25, 456, 30, 463)
color-dot-icon (530, 2314, 544, 2328)
listing-item (524, 287, 680, 313)
bullet-icon: ◆ (690, 439, 695, 446)
entry-divider (1032, 1021, 1452, 1031)
zodiac-figure (1368, 336, 1452, 423)
horoscope-text: ନୂଆ ବ୍ୟବସାୟିକ ପ୍ରସ୍ତାବ ମିଳିପାରେ। ଭାଗିଦାରୀ କାମରେ ସତର୍କ ରୁହନ୍ତୁ। ଉଚ୍ଚ ଶିକ୍ଷା ପାଇଁ ପ୍ରୟାସ ସଫଳ ହେବ। ପରୀକ୍ଷାର୍ଥୀଙ୍କ ପାଇଁ ଶୁଭ ସମୟ। ପରିବାରରେ ଆନନ୍ଦର ବାତାବରଣ ରହିବ। ଝିଅ ସନ୍ତାନର ବିବାହ ପ୍ରସ୍ତାବ ଆସିପାରେ। ଗୁରୁଜନଙ୍କ ପରାମର୍ଶ କାମରେ ଲାଗିବ। ସ୍ୱାସ୍ଥ୍ୟ ଭଲ ରହିବ। (1032, 1076, 1360, 1138)
sagittarius-icon (1376, 1628, 1444, 1696)
listing-item-text: ଚିତ୍ରକଳା ପ୍ରତିଯୋଗିତା, ସ୍ଥାନ: ଟାଉନ ହଲ, ସମୟ: ସକାଳ ୧୧ଟା। (199, 382, 348, 407)
continued-from-page-one-tag: ପ୍ରଥମ ପୃଷ୍ଠାରୁ... (170, 1190, 275, 1213)
listing-item-text: ସାଂସ୍କୃତିକ ସନ୍ଧ୍ୟା, ସ୍ଥାନ: ରବୀନ୍ଦ୍ର ମଣ୍ଡପ, ସମୟ: ସନ୍ଧ୍ୟା ୬ଟା। (366, 369, 514, 394)
listing-item-text: କୃଷକ ସଚେତନତା ଶିବିର, ସ୍ଥାନ: ପଞ୍ଚାୟତ କାର୍ଯ୍ୟାଳୟ, ସମୟ: ସକାଳ ୧୦ଟା। (199, 316, 348, 355)
jump-paragraph: ଅପରପକ୍ଷେ ଗୁରୁବାର ପ୍ରଚାର ଶେଷ ହେବା ପରେ ବାହାର ଜିଲ୍ଲାର ନେତା ଓ କର୍ମୀମାନଙ୍କୁ ନିର୍ବାଚନ ମଣ୍ଡଳୀ ଛାଡ଼ିବାକୁ ନିର୍ଦ୍ଦେଶ ଦିଆଯାଇଛି। ହୋଟେଲ, ଲଜ ଓ ଭଡ଼ା ଘରେ ଯାଞ୍ଚ କରାଯାଉଛି। ମଦ ଦୋକାନ ବନ୍ଦ ରହିବା ସହ ଶୁଖିଲା ଦିବସ ଘୋଷଣା କରାଯାଇଛି। ମତଦାନ ଦିନ ସରକାରୀ ଛୁଟି ଘୋଷଣା କରାଯାଇଛି। (524, 1288, 680, 1482)
articles-left-column (25, 584, 426, 1178)
bullet-icon: ◆ (523, 459, 529, 466)
obituary-top (25, 617, 417, 755)
listing-item-text: ଗୀତା ପାଠ ଓ ସଂକୀର୍ତ୍ତନ, ସ୍ଥାନ: ଜଗନ୍ନାଥ ମନ୍ଦିର, ସମୟ: ସନ୍ଧ୍ୟା ୭ଟା। (865, 267, 1013, 306)
aries-icon (1376, 151, 1444, 219)
zodiac-symbol: ♊ (1395, 535, 1425, 574)
jail-dateline: ଭୁବନେଶ୍ୱର, ୨୩।୫ (ସ୍ୱତନ୍ତ୍ର ପ୍ରତିନିଧି): (435, 925, 572, 953)
listings-town-heading: ନୂଆପଡ଼ା (746, 224, 791, 240)
divider-dot-icon (1406, 1759, 1416, 1769)
bullet-icon: ◆ (191, 184, 196, 191)
listing-item (857, 166, 1013, 206)
bullet-icon: ◆ (690, 276, 695, 283)
bullet-icon: ◆ (191, 266, 196, 273)
listing-item-text: ଯୁବ ସମ୍ମିଳନୀ, ସ୍ଥାନ: ଟାଉନ ହଲ, ସମୟ: ଅପରାହ୍ଣ ୪ଟା। (532, 316, 681, 342)
aquarius-icon (1376, 1998, 1444, 2066)
bullet-icon: ◆ (523, 152, 529, 158)
listing-item (191, 264, 347, 290)
listing-item-text: ଆଦିବାସୀ ନୃତ୍ୟ ଉତ୍ସବ, ସ୍ଥାନ: ଟାଉନ ହଲ, ସମୟ: ସନ୍ଧ୍ୟା ୬ଟା। (33, 536, 182, 561)
listings-town-heading: ଗଞ୍ଜାମ (249, 296, 290, 312)
bullet-icon: ◆ (690, 328, 695, 335)
logo-title: ଧରିତ୍ରୀ (42, 16, 68, 26)
listing-item (690, 326, 846, 352)
horoscope-entry (1032, 1444, 1452, 1531)
horoscope-entry (1032, 521, 1452, 608)
jump-paragraph: ମତଦାତାଙ୍କ ସୁବିଧା ପାଇଁ ପ୍ରତି ବୁଥରେ ପାନୀୟ ଜଳ, ଛାଇ, ହୁଇଲଚେୟାର ଓ ପ୍ରାଥମିକ ଚିକିତ୍ସା ବ୍ୟବସ୍ଥା କରାଯାଇଛି। ଗର୍ଭବତୀ ମହିଳା, ବୟସ୍କ ଓ ଦିବ୍ୟାଙ୍ଗ ମତଦାତାଙ୍କ ପାଇଁ ସ୍ୱତନ୍ତ୍ର ଧାଡ଼ିର ବ୍ୟବସ୍ଥା ରହିଛି। ଏଥର ମହିଳା ପରିଚାଳିତ ବୁଥ ସଂଖ୍ୟା ମଧ୍ୟ ବୃଦ୍ଧି କରାଯାଇଛି। ଯୁବ ମତଦାତାଙ୍କୁ ଆକର୍ଷିତ କରିବା ପାଇଁ ମଡେଲ ବୁଥ ନିର୍ମାଣ କରାଯାଇଛି। (191, 1328, 347, 1562)
camp-headline: ୨୭ରୁ କଳାବିକାଶ କେନ୍ଦ୍ରର ଗ୍ରୀଷ୍ମକାଳୀନ ଶିବିର (25, 1037, 377, 1059)
listing-item (191, 123, 347, 149)
zodiac-name: କୁମ୍ଭ (1394, 2067, 1426, 2084)
horoscope-entry (1032, 151, 1452, 238)
bullet-icon: ◆ (25, 361, 30, 368)
listing-item-text: ବୃକ୍ଷରୋପଣ କାର୍ଯ୍ୟକ୍ରମ, ସ୍ଥାନ: ଜିଲ୍ଲା ପରିଷଦ ପଡ଼ିଆ, ସମୟ: ସକାଳ ୭ଟା। (33, 506, 182, 531)
listing-item (191, 152, 347, 178)
articles-row (25, 584, 1013, 1178)
listing-item-text: ଇସ୍ପାତ କର୍ମଚାରୀ ସଂଘ ବୈଠକ, ସ୍ଥାନ: ସିଭିକ ସେଣ୍ଟର, ସମୟ: ସନ୍ଧ୍ୟା ୫ଟା। (532, 398, 681, 423)
divider-dot-icon (1406, 651, 1416, 661)
obituary-dateline: କଟକ, ୨୩।୫ (କାର୍ଯ୍ୟାଳୟ ପ୍ରତିନିଧି): (25, 618, 192, 631)
bullet-icon: ◆ (357, 423, 363, 430)
bullet-icon: ◆ (357, 371, 363, 378)
zodiac-figure (1368, 521, 1452, 608)
listing-item-text: ରକ୍ତଦାନ ଶିବିର, ସ୍ଥାନ: ରେଡକ୍ରସ ଭବନ, ସମୟ: ସକାଳ ୧୦ଟା। (33, 235, 182, 260)
horoscope-text: ଚାକିରି କ୍ଷେତ୍ରରେ ଉନ୍ନତି ହେବ। ପଦୋନ୍ନତିର ସମ୍ଭାବନା ରହିଛି। ଗୃହ କାର୍ଯ୍ୟରେ ବ୍ୟସ୍ତ ରହିବେ। ସନ୍ତାନଙ୍କ ସଫଳତାରେ ଖୁସି ମିଳିବ। ବେପାର ବଣିଜରେ ଲାଭ ହେବ। ନିକଟ ସମ୍ପର୍କୀୟଙ୍କ ଠାରୁ ଉପହାର ମିଳିପାରେ। ଋଣ ପରିଶୋଧ ଦିଗରେ ଅଗ୍ରଗତି ହେବ। ବିବାଦୀୟ ପ୍ରସଙ୍ଗରେ ଚୁପ ରହିବା ଭଲ। (1032, 707, 1360, 769)
listings-town-heading: ବୌଦ୍ଧ (750, 306, 787, 322)
horoscope-column (1022, 75, 1452, 2306)
bullet-icon: ◆ (191, 384, 196, 391)
bullet-icon: ◆ (523, 400, 529, 407)
libra-icon (1376, 1259, 1444, 1327)
bullet-icon: ◆ (523, 430, 529, 436)
masthead (25, 6, 1452, 64)
zodiac-name: ସିଂହ (1399, 959, 1421, 976)
listings-town-heading: ଦେବଗଡ଼ (746, 130, 791, 145)
zodiac-name: ବୃଷ (1400, 406, 1420, 423)
color-dot-icon (128, 2314, 142, 2328)
articles-center-column (426, 584, 1013, 1178)
section-title: ରାଜ୍ୟ (1321, 15, 1400, 54)
zodiac-symbol: ♓ (1395, 2197, 1425, 2236)
listings-column (690, 123, 846, 575)
camp-body (25, 1065, 417, 1161)
color-dot-icon (912, 2314, 926, 2328)
horoscope-text: ଅଯଥା ଚିନ୍ତା ମନକୁ ଅସ୍ଥିର କରିବ। ଧୈର୍ଯ୍ୟ ସହ କାମ କଲେ ସଫଳତା ନିଶ୍ଚିତ। କର୍ମକ୍ଷେତ୍ରରେ ସହକର୍ମୀଙ୍କ ସହଯୋଗ ମିଳିବ। ପ୍ରିୟଜନଙ୍କ ଠାରୁ ଉପହାର ମିଳିପାରେ। ଛୋଟ ଯାତ୍ରା ଶୁଭ ହେବ। ଅପରିଚିତ ବ୍ୟକ୍ତିଙ୍କୁ ବିଶ୍ୱାସ କରନ୍ତୁ ନାହିଁ। ଗୃହ ନିର୍ମାଣ ଯୋଜନା ଆଗକୁ ବଢ଼ିବ। ସନ୍ଧ୍ୟାରେ ବନ୍ଧୁ ମିଳନ ହେବ। (1032, 1261, 1360, 1322)
entry-divider (1032, 1759, 1452, 1769)
listings-town-heading: କୋରାପୁଟ (411, 483, 460, 499)
listings-title: ଆଜି କ'ଣ କେଉଁଠି (418, 80, 620, 113)
header-divider (1414, 13, 1416, 57)
divider-dot-icon (1406, 1205, 1416, 1215)
listing-item (358, 326, 514, 366)
article-divider (435, 881, 1013, 882)
horoscope-text: ଆଜି ସକାରାତ୍ମକ ଚିନ୍ତାଧାରା ଲାଭ ଦେବ। ଗୁରୁଜନଙ୍କ ଆଶୀର୍ବାଦ ମିଳିବ। ନୂତନ କାର୍ଯ୍ୟ ଆରମ୍ଭ ପାଇଁ ଦିନ ଶୁଭ। ଅଫିସ କାମରେ ବ୍ୟସ୍ତତା ରହିବ। ଭାଇଭଉଣୀଙ୍କ ସହ ସମ୍ପର୍କ ମଧୁର ହେବ। ପୁରୁଣା ରୋଗରୁ ମୁକ୍ତି ମିଳିବ। ସଞ୍ଚୟ ଦିଗରେ ଧ୍ୟାନ ଦିଅନ୍ତୁ। ସନ୍ଧ୍ୟାରେ ଘରେ ଅତିଥି ଆଗମନ ହୋଇପାରେ। (1032, 1630, 1360, 1692)
listing-item (857, 309, 1013, 335)
zodiac-figure (1368, 151, 1452, 238)
listings-town-heading: ରାଉରକେଲା (572, 378, 632, 394)
listing-item (191, 182, 347, 208)
entry-divider (1032, 467, 1452, 477)
article-divider (25, 883, 417, 884)
listing-item-text: ଭଜନ ସନ୍ଧ୍ୟା, ସ୍ଥାନ: ସମଲେଶ୍ୱରୀ ମନ୍ଦିର, ସମୟ: ସନ୍ଧ୍ୟା ୭ଟା। (532, 235, 681, 260)
horoscope-entry (1032, 1075, 1452, 1162)
news-area (25, 75, 1022, 2306)
listing-item (358, 368, 514, 394)
bullet-icon: ◆ (357, 453, 363, 459)
bullet-icon: ◆ (191, 126, 196, 132)
bullet-icon: ◆ (357, 534, 363, 541)
zodiac-figure (1368, 1259, 1452, 1346)
entry-divider (1032, 836, 1452, 846)
listing-item-text: ପ୍ରବୀଣ ନାଗରିକ ସମ୍ମିଳନୀ, ସ୍ଥାନ: ଜିଲ୍ଲା ପରିଷଦ ସଭାଗୃହ, ସମୟ: ସକାଳ ୧୧ଟା। (865, 124, 1013, 162)
listing-item-text: ଧର୍ମସଭା, ସ୍ଥାନ: ବୁଦ୍ଧ ବିହାର, ସମୟ: ସନ୍ଧ୍ୟା ୫ଟା। (698, 356, 847, 381)
article-summer-camp (25, 1037, 417, 1161)
listing-item (524, 234, 680, 260)
listings-town-heading: ନୟାଗଡ଼ (414, 306, 457, 322)
listing-item (524, 345, 680, 371)
logo-years-label: Years (46, 45, 64, 53)
